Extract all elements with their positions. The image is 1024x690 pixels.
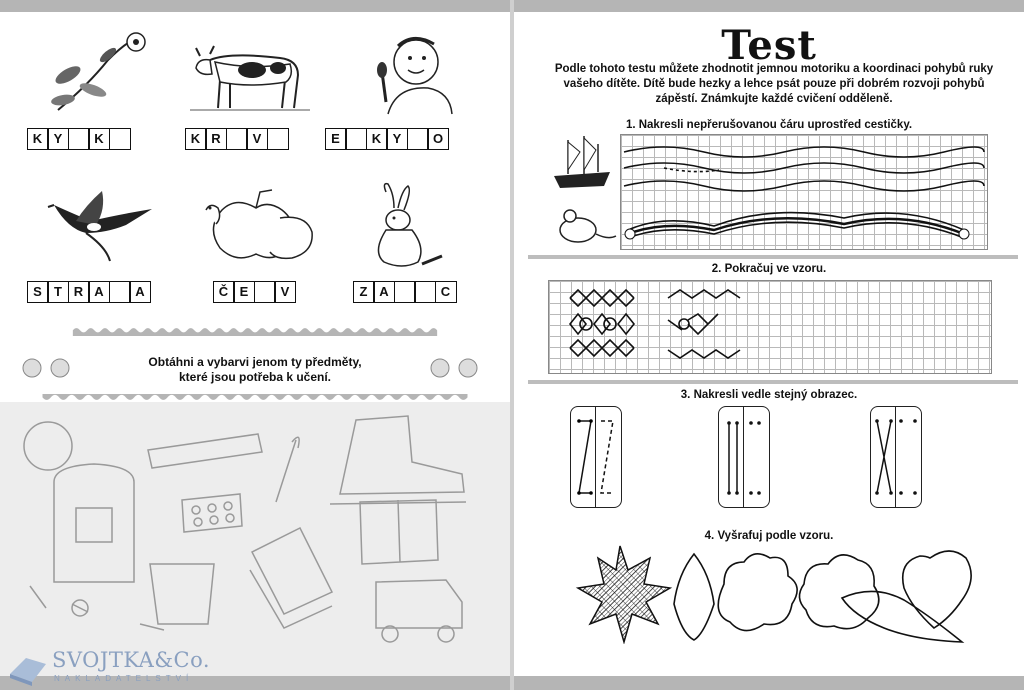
small-items-outline bbox=[30, 586, 88, 612]
word-boxes-eskymo bbox=[326, 128, 449, 150]
ruler-outline bbox=[148, 434, 262, 468]
word-boxes-straka bbox=[28, 281, 151, 303]
word-boxes-cerv bbox=[214, 281, 296, 303]
cow-picture bbox=[190, 30, 310, 112]
shape-card-lines bbox=[718, 406, 770, 508]
letter-cell[interactable] bbox=[226, 128, 248, 150]
letter-cell[interactable]: C bbox=[435, 281, 457, 303]
magpie-picture bbox=[46, 185, 156, 265]
letter-cell[interactable]: Z bbox=[353, 281, 375, 303]
letter-cell[interactable]: Y bbox=[386, 128, 408, 150]
coloring-instruction bbox=[100, 355, 410, 385]
separator bbox=[528, 380, 1018, 384]
bucket-outline bbox=[140, 564, 214, 630]
backpack-outline bbox=[54, 464, 134, 582]
letter-cell[interactable]: E bbox=[233, 281, 255, 303]
word-boxes-krava bbox=[186, 128, 289, 150]
decorative-balls-right bbox=[428, 356, 488, 380]
letter-cell[interactable] bbox=[109, 281, 131, 303]
coloring-area bbox=[0, 402, 510, 676]
heart-outline bbox=[903, 551, 971, 628]
publisher-name: SVOJTKA&Co. bbox=[52, 648, 211, 672]
coloring-objects bbox=[0, 402, 510, 676]
letter-cell[interactable]: T bbox=[47, 281, 69, 303]
letter-cell[interactable]: K bbox=[185, 128, 207, 150]
mouse-icon bbox=[552, 204, 618, 248]
separator bbox=[528, 255, 1018, 259]
top-bar bbox=[0, 0, 510, 12]
wavy-divider-top bbox=[0, 326, 510, 336]
leaf-outline bbox=[674, 554, 714, 640]
task-4-heading: 4. Vyšrafuj podle vzoru. bbox=[704, 530, 834, 542]
letter-cell[interactable]: V bbox=[274, 281, 296, 303]
letter-cell[interactable] bbox=[68, 128, 90, 150]
publisher-subtitle: NAKLADATELSTVÍ bbox=[54, 674, 194, 683]
task-4-shapes bbox=[574, 544, 974, 644]
top-bar bbox=[514, 0, 1024, 12]
letter-cell[interactable] bbox=[407, 128, 429, 150]
right-page bbox=[514, 0, 1024, 690]
rabbit-picture bbox=[362, 182, 448, 270]
apple-worm-picture bbox=[196, 188, 316, 266]
books-outline bbox=[250, 528, 332, 628]
letter-cell[interactable]: K bbox=[88, 128, 110, 150]
bottom-bar bbox=[514, 676, 1024, 690]
brush-outline bbox=[276, 437, 299, 502]
instruction-line-2: které jsou potřeba k učení. bbox=[178, 370, 332, 384]
decorative-balls-left bbox=[20, 356, 80, 380]
letter-cell[interactable]: R bbox=[205, 128, 227, 150]
task-1-heading: 1. Nakresli nepřerušovanou čáru uprostřed cestičky. bbox=[625, 119, 913, 131]
word-boxes-kytka bbox=[28, 128, 131, 150]
ball-outline bbox=[24, 422, 72, 470]
shape-card-x bbox=[870, 406, 922, 508]
letter-cell[interactable] bbox=[109, 128, 131, 150]
letter-cell[interactable]: Y bbox=[47, 128, 69, 150]
paintbox-outline bbox=[182, 494, 242, 532]
leaf-long-outline bbox=[842, 591, 962, 642]
letter-cell[interactable] bbox=[267, 128, 289, 150]
letter-cell[interactable]: K bbox=[366, 128, 388, 150]
letter-cell[interactable] bbox=[345, 128, 367, 150]
letter-cell[interactable]: S bbox=[27, 281, 49, 303]
intro-text: Podle tohoto testu můžete zhodnotit jemnou motoriku a koordinaci pohybů ruky vašeho dítěte. Dítě bude hezky a lehce psát pouze při dobrém rozvoji pohybů zápěstí. Známkujte každé cvičení odděleně. bbox=[554, 63, 994, 105]
letter-cell[interactable] bbox=[394, 281, 416, 303]
task-2-pattern bbox=[548, 280, 788, 372]
task-2-heading: 2. Pokračuj ve vzoru. bbox=[711, 263, 827, 275]
letter-cell[interactable]: A bbox=[88, 281, 110, 303]
shape-card-z bbox=[570, 406, 622, 508]
letter-cell[interactable]: K bbox=[27, 128, 49, 150]
letter-cell[interactable]: R bbox=[68, 281, 90, 303]
skate-outline bbox=[330, 416, 466, 504]
left-page bbox=[0, 0, 510, 690]
letter-cell[interactable]: O bbox=[427, 128, 449, 150]
letter-cell[interactable]: A bbox=[129, 281, 151, 303]
letter-cell[interactable]: Č bbox=[213, 281, 235, 303]
page-title: Test bbox=[721, 22, 817, 69]
letter-cell[interactable]: A bbox=[373, 281, 395, 303]
letter-cell[interactable] bbox=[254, 281, 276, 303]
truck-outline bbox=[376, 580, 462, 628]
instruction-line-1: Obtáhni a vybarvi jenom ty předměty, bbox=[148, 355, 362, 369]
ship-icon bbox=[548, 134, 618, 192]
letter-cell[interactable] bbox=[414, 281, 436, 303]
pencil-case-outline bbox=[360, 500, 438, 564]
cloud-outline bbox=[718, 554, 797, 631]
letter-cell[interactable]: V bbox=[246, 128, 268, 150]
task-3-heading: 3. Nakresli vedle stejný obrazec. bbox=[680, 389, 858, 401]
publisher-logo-icon bbox=[6, 644, 52, 688]
letter-cell[interactable]: E bbox=[325, 128, 347, 150]
word-boxes-zajic bbox=[354, 281, 457, 303]
eskimo-picture bbox=[368, 30, 458, 116]
flower-picture bbox=[38, 30, 158, 112]
